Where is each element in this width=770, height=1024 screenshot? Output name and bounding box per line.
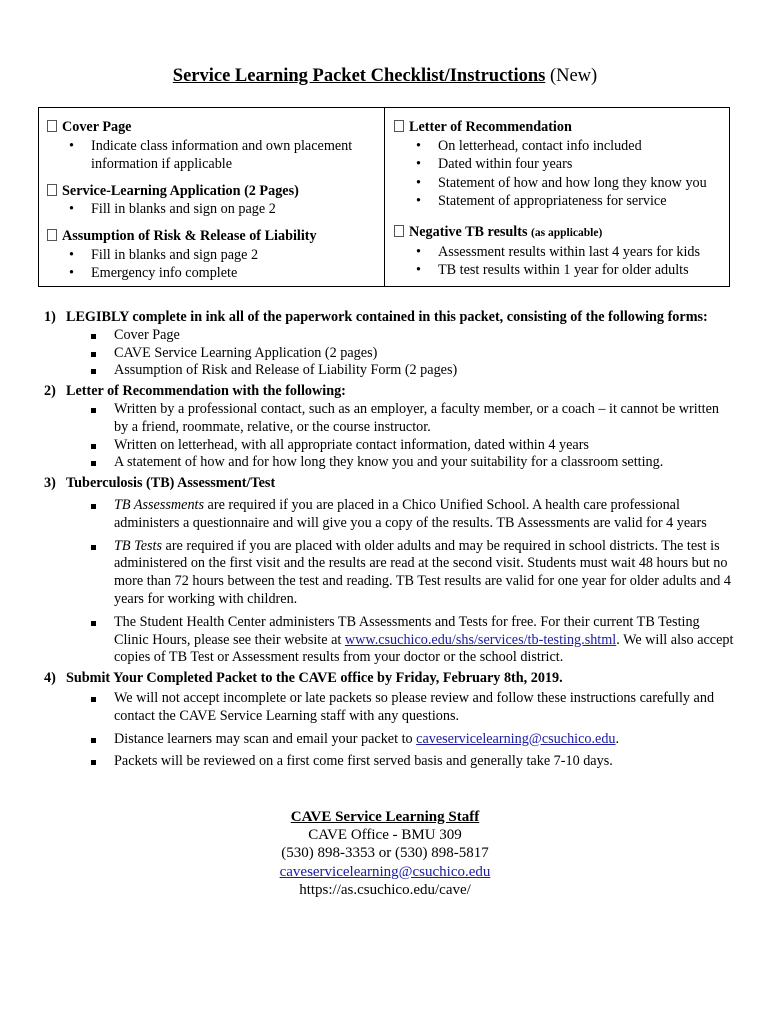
checklist-item: • Indicate class information and own placement information if applicable	[47, 137, 379, 174]
checkbox-icon[interactable]	[47, 184, 57, 196]
step-number: 4)	[44, 670, 56, 687]
instruction-step-2	[44, 383, 734, 472]
email-link[interactable]: caveservicelearning@csuchico.edu	[416, 730, 616, 747]
checkbox-icon[interactable]	[394, 120, 404, 132]
checklist-item: • TB test results within 1 year for older adults	[394, 261, 726, 280]
checklist-section-application	[47, 182, 379, 219]
checklist-item: • Fill in blanks and sign page 2	[47, 246, 379, 265]
contact-office: CAVE Office - BMU 309	[308, 827, 462, 844]
checklist-section-tb	[394, 223, 726, 280]
checklist-item: • Emergency info complete	[47, 264, 379, 283]
checklist-note: (as applicable)	[531, 226, 603, 239]
list-item: Cover Page	[44, 327, 734, 345]
list-item: Assumption of Risk and Release of Liability Form (2 pages)	[44, 362, 734, 380]
list-item: Written on letterhead, with all appropriate contact information, dated within 4 years	[44, 437, 734, 455]
checklist-heading: Cover Page	[62, 119, 132, 135]
checklist-heading: Letter of Recommendation	[409, 119, 572, 135]
checklist-box	[38, 107, 730, 287]
list-item-text: are required if you are placed with older adults and may be required in school districts. The test is administered on the first visit and the results are read at the second visit. Students must wait 48 hours but no more than 72 hours between the test and reading. TB Test results are valid for one year for older adults and 4 years for working with children.	[114, 537, 732, 607]
emphasis-text: TB Assessments	[114, 496, 204, 513]
list-item-text: The Student Health Center administers TB Assessments and Tests for free. For their current TB Testing Clinic Hours, please see their website at	[114, 613, 700, 648]
step-heading: Letter of Recommendation with the following:	[66, 383, 346, 400]
checklist-item: • Statement of appropriateness for service	[394, 192, 726, 211]
list-item-distance	[44, 731, 734, 749]
checklist-item: • Fill in blanks and sign on page 2	[47, 200, 379, 219]
step-heading: Submit Your Completed Packet to the CAVE office by Friday, February 8th, 2019.	[66, 670, 563, 687]
contact-block	[0, 808, 770, 899]
list-item-text: .	[615, 730, 620, 747]
title-main: Service Learning Packet Checklist/Instructions	[172, 66, 546, 86]
checkbox-icon[interactable]	[394, 225, 404, 237]
tb-testing-link[interactable]: www.csuchico.edu/shs/services/tb-testing.shtml	[344, 631, 617, 648]
list-item: We will not accept incomplete or late packets so please review and follow these instructions carefully and contact the CAVE Service Learning staff with any questions.	[44, 690, 734, 726]
checklist-item: • On letterhead, contact info included	[394, 137, 726, 156]
checklist-heading: Assumption of Risk & Release of Liability	[62, 227, 317, 244]
instruction-step-3	[44, 475, 734, 667]
checklist-item: • Statement of how and how long they know you	[394, 174, 726, 193]
checklist-heading: Service-Learning Application (2 Pages)	[62, 182, 299, 199]
step-number: 2)	[44, 383, 56, 400]
checklist-item: • Assessment results within last 4 years for kids	[394, 243, 726, 262]
checklist-left-column	[47, 118, 379, 283]
list-item-text: are required if you are placed in a Chico Unified School. A health care professional administers a questionnaire and will give you a copy of the results. TB Assessments are valid for 4 years	[114, 496, 707, 531]
list-item-health-center	[44, 614, 734, 667]
contact-website: https://as.csuchico.edu/cave/	[299, 881, 471, 898]
list-item: CAVE Service Learning Application (2 pages)	[44, 345, 734, 363]
list-item-text: . We will also accept copies of TB Test or Assessment results from your doctor or the school district.	[114, 631, 734, 666]
list-item-tb-assessments	[44, 497, 734, 533]
checkbox-icon[interactable]	[47, 229, 57, 241]
contact-phone: (530) 898-3353 or (530) 898-5817	[281, 845, 489, 862]
checklist-section-letter	[394, 118, 726, 211]
title-suffix: (New)	[549, 66, 598, 86]
list-item-text: Distance learners may scan and email your packet to	[114, 730, 417, 747]
step-heading: Tuberculosis (TB) Assessment/Test	[66, 475, 276, 492]
list-item: Written by a professional contact, such as an employer, a faculty member, or a coach – it cannot be written by a friend, roommate, relative, or the course instructor.	[44, 401, 734, 437]
page-title	[0, 66, 770, 87]
list-item-tb-tests	[44, 538, 734, 609]
list-item: Packets will be reviewed on a first come first served basis and generally take 7-10 days.	[44, 753, 734, 771]
checklist-item: • Dated within four years	[394, 155, 726, 174]
checkbox-icon[interactable]	[47, 120, 57, 132]
contact-email-link[interactable]: caveservicelearning@csuchico.edu	[279, 863, 491, 880]
step-number: 1)	[44, 309, 56, 325]
step-number: 3)	[44, 475, 56, 492]
instruction-step-1	[44, 309, 734, 380]
checklist-divider	[384, 108, 385, 286]
checklist-section-cover-page	[47, 118, 379, 174]
list-item: A statement of how and for how long they know you and your suitability for a classroom setting.	[44, 454, 734, 472]
step-heading: LEGIBLY complete in ink all of the paperwork contained in this packet, consisting of the following forms:	[66, 309, 708, 325]
instructions	[44, 309, 734, 774]
checklist-right-column	[394, 118, 726, 280]
emphasis-text: TB Tests	[114, 537, 162, 554]
instruction-step-4	[44, 670, 734, 771]
checklist-section-release	[47, 227, 379, 283]
checklist-heading: Negative TB results	[409, 223, 528, 240]
contact-heading: CAVE Service Learning Staff	[290, 809, 480, 825]
